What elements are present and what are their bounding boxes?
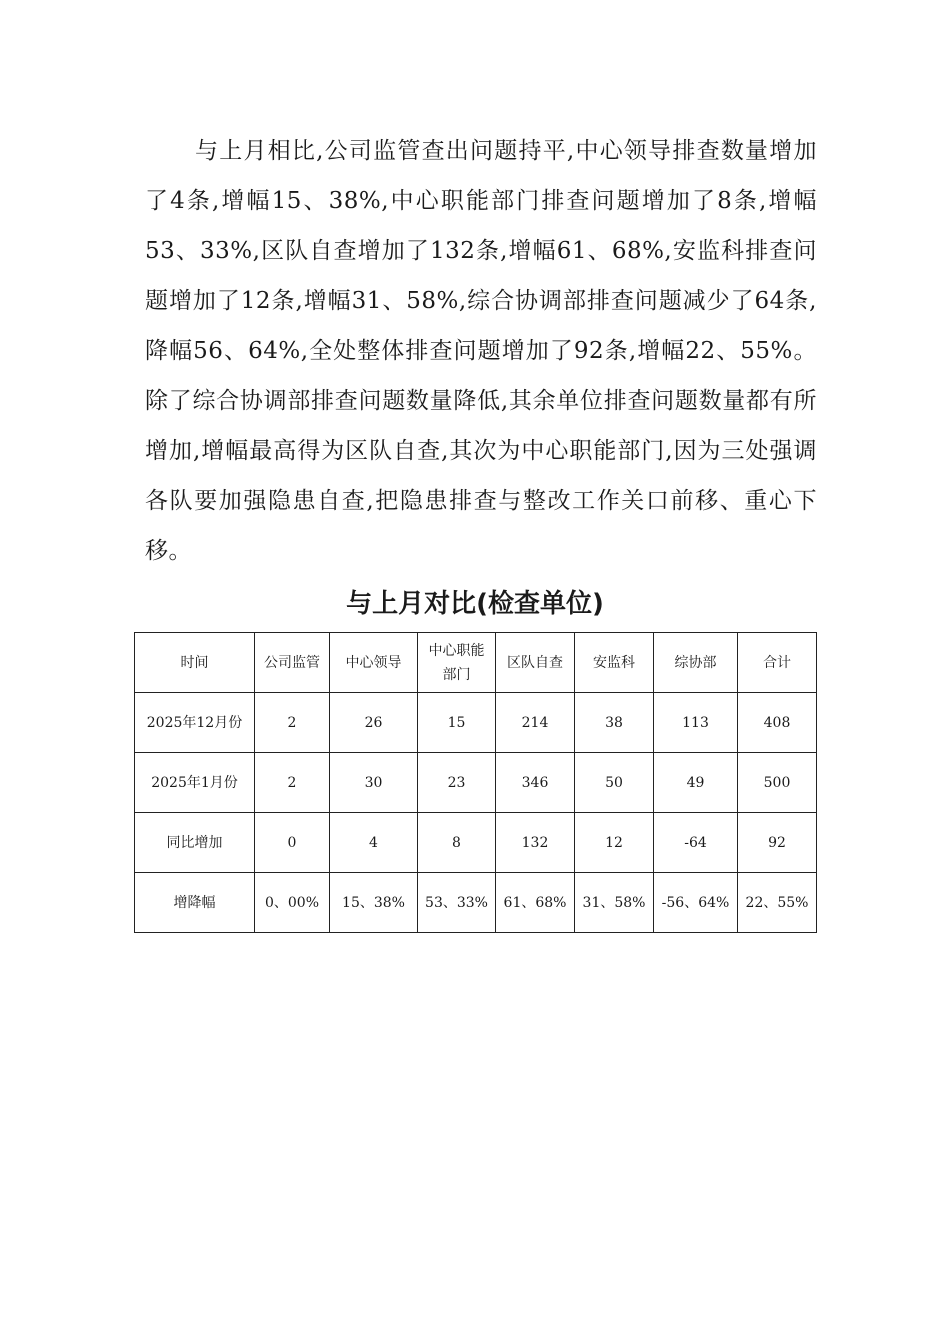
header-cell-company-supervision: 公司监管 [255,633,330,693]
header-cell-time: 时间 [135,633,255,693]
table-cell: 2025年1月份 [135,753,255,813]
table-cell: 500 [738,753,817,813]
table-cell: 2 [255,693,330,753]
table-cell: 92 [738,813,817,873]
table-cell: 132 [496,813,575,873]
table-cell: 2025年12月份 [135,693,255,753]
header-cell-center-departments: 中心职能部门 [418,633,496,693]
table-cell: 26 [330,693,418,753]
comparison-table [134,632,817,933]
table-cell: 同比增加 [135,813,255,873]
table-cell: 49 [654,753,738,813]
header-cell-safety-section: 安监科 [575,633,654,693]
table-row [135,753,817,813]
header-cell-total: 合计 [738,633,817,693]
table-header-row [135,633,817,693]
table-cell: 0、00% [255,873,330,933]
table-cell: 22、55% [738,873,817,933]
table-cell: 4 [330,813,418,873]
table-cell: 2 [255,753,330,813]
table-cell: 增降幅 [135,873,255,933]
header-cell-coordination-dept: 综协部 [654,633,738,693]
header-cell-center-leaders: 中心领导 [330,633,418,693]
table-title: 与上月对比(检查单位) [346,589,604,619]
table-row [135,813,817,873]
table-cell: 113 [654,693,738,753]
table-cell: 0 [255,813,330,873]
table-cell: -56、64% [654,873,738,933]
table-cell: 53、33% [418,873,496,933]
table-cell: 15 [418,693,496,753]
table-cell: 38 [575,693,654,753]
table-cell: 214 [496,693,575,753]
table-cell: 23 [418,753,496,813]
table-cell: 30 [330,753,418,813]
table-row [135,693,817,753]
table-cell: 8 [418,813,496,873]
table-cell: 346 [496,753,575,813]
table-cell: -64 [654,813,738,873]
body-paragraph: 与上月相比,公司监管查出问题持平,中心领导排查数量增加了4条,增幅15、38%,中心职能部门排查问题增加了8条,增幅53、33%,区队自查增加了132条,增幅61、68%,安监科排查问题增加了12条,增幅31、58%,综合协调部排查问题减少了64条,降幅56、64%,全处整体排查问题增加了92条,增幅22、55%。除了综合协调部排查问题数量降低,其余单位排查问题数量都有所增加,增幅最高得为区队自查,其次为中心职能部门,因为三处强调各队要加强隐患自查,把隐患排查与整改工作关口前移、重心下移。 [145,138,817,564]
header-cell-team-self-check: 区队自查 [496,633,575,693]
table-cell: 50 [575,753,654,813]
table-row [135,873,817,933]
table-cell: 12 [575,813,654,873]
table-cell: 31、58% [575,873,654,933]
table-cell: 61、68% [496,873,575,933]
table-cell: 408 [738,693,817,753]
table-cell: 15、38% [330,873,418,933]
